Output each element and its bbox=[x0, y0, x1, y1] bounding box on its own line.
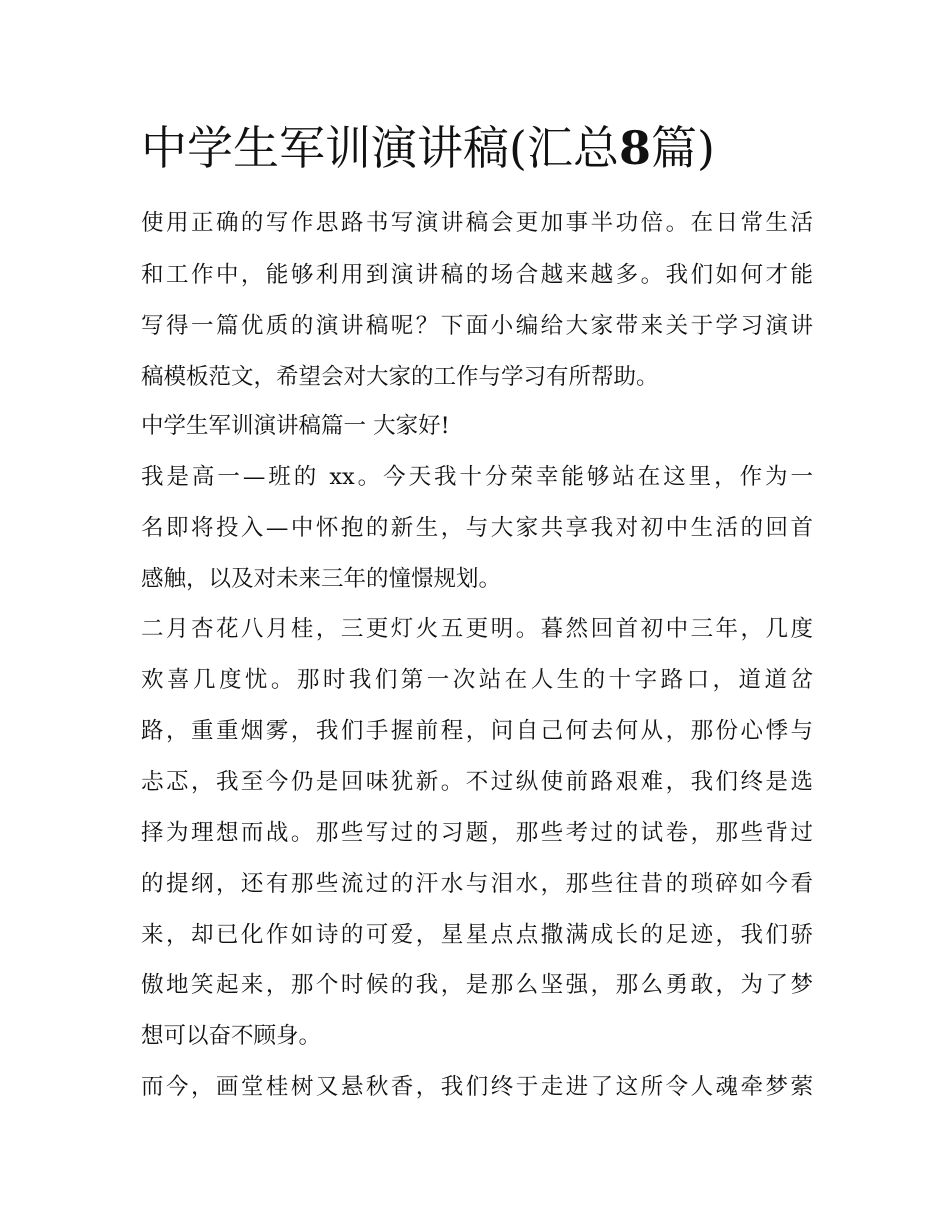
body-line: 使用正确的写作思路书写演讲稿会更加事半功倍。在日常生活 bbox=[141, 210, 813, 236]
body-line: 傲地笑起来，那个时候的我，是那么坚强，那么勇敢，为了梦 bbox=[141, 972, 813, 998]
body-line: 名即将投入—中怀抱的新生，与大家共享我对初中生活的回首 bbox=[141, 515, 813, 541]
body-line: 路，重重烟雾，我们手握前程，问自己何去何从，那份心悸与 bbox=[141, 718, 813, 744]
section-heading: 中学生军训演讲稿篇一 大家好! bbox=[141, 413, 450, 439]
body-line: 忐忑，我至今仍是回味犹新。不过纵使前路艰难，我们终是选 bbox=[141, 769, 813, 795]
body-line: 和工作中，能够利用到演讲稿的场合越来越多。我们如何才能 bbox=[141, 262, 813, 288]
title-number: 8 bbox=[618, 121, 651, 175]
body-line: 稿模板范文，希望会对大家的工作与学习有所帮助。 bbox=[141, 364, 659, 390]
body-line: 而今，画堂桂树又悬秋香，我们终于走进了这所令人魂牵梦萦 bbox=[141, 1074, 813, 1100]
title-main: 中学生军训演讲稿(汇总 bbox=[141, 121, 619, 175]
body-line: 想可以奋不顾身。 bbox=[141, 1023, 322, 1049]
body-line: 写得一篇优质的演讲稿呢？下面小编给大家带来关于学习演讲 bbox=[141, 313, 813, 339]
body-line: 的提纲，还有那些流过的汗水与泪水，那些往昔的琐碎如今看 bbox=[141, 871, 813, 897]
body-line: 欢喜几度忧。那时我们第一次站在人生的十字路口，道道岔 bbox=[141, 667, 813, 693]
body-line: 来，却已化作如诗的可爱，星星点点撒满成长的足迹，我们骄 bbox=[141, 922, 813, 948]
document-title bbox=[141, 118, 841, 178]
body-line: 二月杏花八月桂，三更灯火五更明。暮然回首初中三年，几度 bbox=[141, 616, 813, 642]
title-end: 篇) bbox=[650, 121, 715, 175]
body-line: 感触，以及对未来三年的憧憬规划。 bbox=[141, 566, 502, 592]
body-line: 择为理想而战。那些写过的习题，那些考过的试卷，那些背过 bbox=[141, 820, 813, 846]
body-line: 我是高一—班的 xx。今天我十分荣幸能够站在这里，作为一 bbox=[141, 464, 813, 490]
